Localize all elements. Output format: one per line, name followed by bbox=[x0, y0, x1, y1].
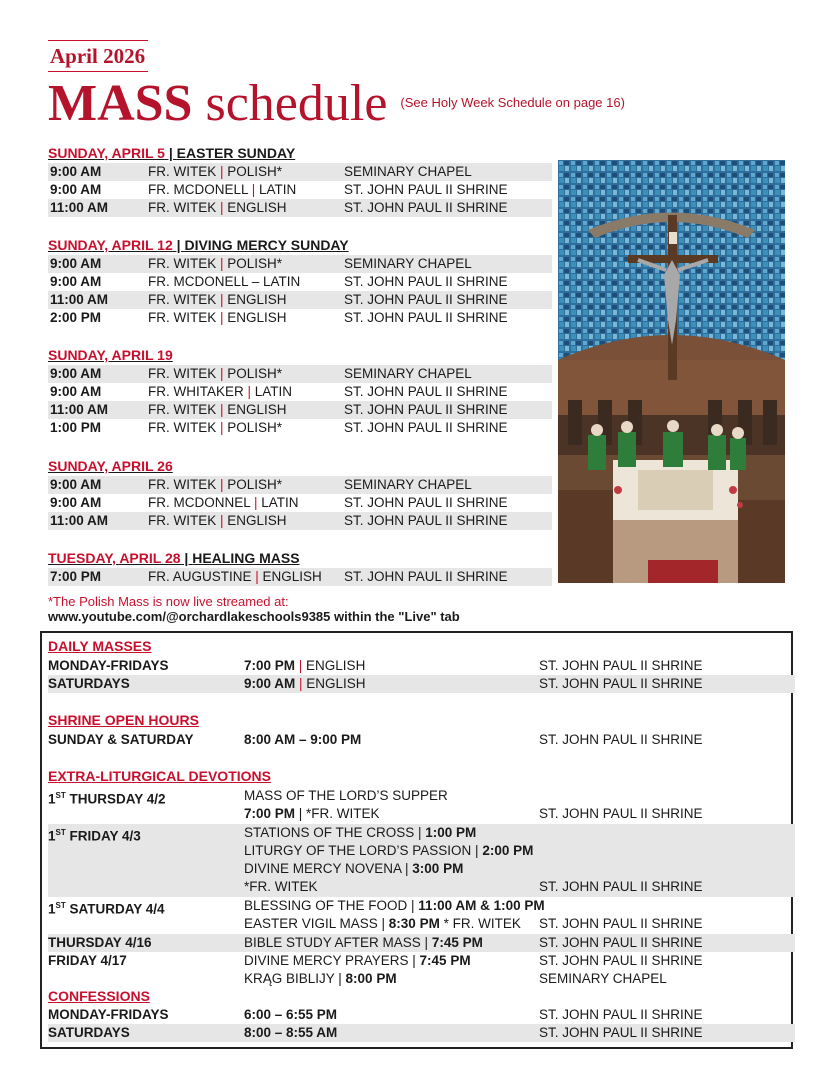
livestream-notice bbox=[48, 594, 460, 624]
section-date: SUNDAY, APRIL 12 bbox=[48, 237, 173, 253]
mass-time: 1:00 PM bbox=[50, 420, 102, 435]
section-heading bbox=[48, 457, 552, 476]
mass-location: ST. JOHN PAUL II SHRINE bbox=[344, 569, 508, 584]
daily-time-lang: 9:00 AM | ENGLISH bbox=[244, 676, 366, 691]
section-sep: | bbox=[172, 237, 185, 253]
livestream-url[interactable]: www.youtube.com/@orchardlakeschools9385 within the "Live" tab bbox=[48, 609, 460, 624]
mass-sep: | bbox=[216, 420, 228, 435]
section-date: TUESDAY, APRIL 28 bbox=[48, 550, 181, 566]
section-date: SUNDAY, APRIL 19 bbox=[48, 347, 173, 363]
mass-location: SEMINARY CHAPEL bbox=[344, 164, 472, 179]
mass-row bbox=[48, 568, 552, 586]
mass-location: ST. JOHN PAUL II SHRINE bbox=[344, 182, 508, 197]
section-heading bbox=[48, 236, 552, 255]
mass-priest: FR. MCDONNEL bbox=[148, 495, 251, 510]
daily-row bbox=[48, 657, 795, 675]
mass-time: 11:00 AM bbox=[50, 513, 109, 528]
mass-sep: | bbox=[243, 384, 255, 399]
devotion-friday-4-17: FRIDAY 4/17 DIVINE MERCY PRAYERS | 7:45 PM ST. JOHN PAUL II SHRINE KRĄG BIBLIJY | 8:00 PM SEMINARY CHAPEL bbox=[48, 953, 703, 986]
mass-priest: FR. WITEK bbox=[148, 402, 217, 417]
mass-row bbox=[48, 273, 552, 291]
title-mass: MASS bbox=[48, 75, 193, 132]
mass-location: SEMINARY CHAPEL bbox=[344, 256, 472, 271]
mass-row bbox=[48, 476, 552, 494]
section-name: DIVING MERCY SUNDAY bbox=[184, 237, 349, 253]
mass-time: 9:00 AM bbox=[50, 256, 102, 271]
mass-row bbox=[48, 163, 552, 181]
mass-priest: FR. WITEK bbox=[148, 292, 217, 307]
mass-priest: FR. MCDONELL – LATIN bbox=[148, 274, 301, 289]
mass-language: LATIN bbox=[259, 182, 297, 197]
mass-time: 2:00 PM bbox=[50, 310, 102, 325]
sunday-section-april-19 bbox=[48, 346, 552, 437]
daily-day: SATURDAYS bbox=[48, 676, 130, 691]
mass-language: ENGLISH bbox=[227, 292, 287, 307]
holy-week-note: (See Holy Week Schedule on page 16) bbox=[400, 94, 625, 110]
mass-language: LATIN bbox=[261, 495, 299, 510]
section-name: EASTER SUNDAY bbox=[176, 145, 296, 161]
mass-time: 9:00 AM bbox=[50, 274, 102, 289]
mass-language: ENGLISH bbox=[227, 513, 287, 528]
mass-language: ENGLISH bbox=[262, 569, 322, 584]
shrine-hours-heading: SHRINE OPEN HOURS bbox=[48, 712, 199, 728]
mass-language: POLISH* bbox=[227, 164, 283, 179]
mass-sep: | bbox=[216, 292, 228, 307]
section-date: SUNDAY, APRIL 26 bbox=[48, 458, 173, 474]
mass-sep: | bbox=[216, 402, 228, 417]
month-label: April 2026 bbox=[50, 44, 146, 68]
daily-location: ST. JOHN PAUL II SHRINE bbox=[539, 676, 703, 691]
mass-row bbox=[48, 365, 552, 383]
mass-location: ST. JOHN PAUL II SHRINE bbox=[344, 495, 508, 510]
mass-priest: FR. WITEK bbox=[148, 366, 217, 381]
mass-time: 9:00 AM bbox=[50, 495, 102, 510]
mass-language: POLISH* bbox=[227, 420, 283, 435]
mass-priest: FR. AUGUSTINE bbox=[148, 569, 252, 584]
mass-time: 9:00 AM bbox=[50, 182, 102, 197]
sunday-section-april-5 bbox=[48, 144, 552, 217]
livestream-note: *The Polish Mass is now live streamed at: bbox=[48, 594, 289, 609]
mass-row bbox=[48, 291, 552, 309]
devotion-thursday-4-16: THURSDAY 4/16 BIBLE STUDY AFTER MASS | 7:45 PM ST. JOHN PAUL II SHRINE bbox=[48, 934, 795, 952]
section-heading bbox=[48, 144, 552, 163]
section-name: HEALING MASS bbox=[192, 550, 300, 566]
mass-priest: FR. WITEK bbox=[148, 200, 217, 215]
mass-row bbox=[48, 494, 552, 512]
mass-location: ST. JOHN PAUL II SHRINE bbox=[344, 384, 508, 399]
devotions-heading: EXTRA-LITURGICAL DEVOTIONS bbox=[48, 768, 271, 784]
section-heading bbox=[48, 549, 552, 568]
mass-priest: FR. WITEK bbox=[148, 477, 217, 492]
mass-row bbox=[48, 383, 552, 401]
top-rule bbox=[48, 40, 148, 41]
mass-location: ST. JOHN PAUL II SHRINE bbox=[344, 292, 508, 307]
section-date: SUNDAY, APRIL 5 bbox=[48, 145, 165, 161]
mass-priest: FR. WITEK bbox=[148, 164, 217, 179]
mass-row bbox=[48, 309, 552, 327]
mass-time: 11:00 AM bbox=[50, 292, 109, 307]
mass-location: ST. JOHN PAUL II SHRINE bbox=[344, 200, 508, 215]
confession-row: MONDAY-FRIDAYS 6:00 – 6:55 PM ST. JOHN PAUL II SHRINE bbox=[48, 1007, 703, 1022]
mass-time: 11:00 AM bbox=[50, 402, 109, 417]
mass-row bbox=[48, 255, 552, 273]
mass-priest: FR. WITEK bbox=[148, 420, 217, 435]
confession-row: SATURDAYS 8:00 – 8:55 AM ST. JOHN PAUL II SHRINE bbox=[48, 1024, 795, 1042]
mass-time: 9:00 AM bbox=[50, 366, 102, 381]
healing-mass-section bbox=[48, 549, 552, 586]
daily-masses-heading: DAILY MASSES bbox=[48, 638, 152, 654]
mass-priest: FR. WITEK bbox=[148, 513, 217, 528]
devotion-friday-4-3: 1ST FRIDAY 4/3 STATIONS OF THE CROSS | 1:00 PM LITURGY OF THE LORD’S PASSION | 2:00 PM DIVINE MERCY NOVENA | 3:00 PM *FR. WITEK ST. JOHN PAUL II SHRINE bbox=[48, 824, 795, 897]
mass-time: 9:00 AM bbox=[50, 477, 102, 492]
mass-time: 9:00 AM bbox=[50, 164, 102, 179]
section-sep: | bbox=[164, 145, 177, 161]
confessions-heading: CONFESSIONS bbox=[48, 988, 150, 1004]
devotion-saturday-4-4: 1ST SATURDAY 4/4 BLESSING OF THE FOOD | 11:00 AM & 1:00 PM EASTER VIGIL MASS | 8:30 PM * FR. WITEK ST. JOHN PAUL II SHRINE bbox=[48, 898, 703, 931]
mass-location: ST. JOHN PAUL II SHRINE bbox=[344, 274, 508, 289]
mass-sep: | bbox=[216, 164, 228, 179]
title-schedule: schedule bbox=[192, 75, 388, 132]
section-heading bbox=[48, 346, 552, 365]
sunday-section-april-12 bbox=[48, 236, 552, 327]
mass-language: ENGLISH bbox=[227, 200, 287, 215]
mass-row bbox=[48, 181, 552, 199]
mass-sep: | bbox=[216, 366, 228, 381]
mass-sep: | bbox=[250, 495, 262, 510]
mass-priest: FR. WITEK bbox=[148, 310, 217, 325]
mass-priest: FR. WITEK bbox=[148, 256, 217, 271]
mass-sep: | bbox=[216, 256, 228, 271]
daily-day: MONDAY-FRIDAYS bbox=[48, 658, 169, 673]
mass-priest: FR. MCDONELL bbox=[148, 182, 249, 197]
mass-time: 11:00 AM bbox=[50, 200, 109, 215]
mass-row bbox=[48, 419, 552, 437]
daily-time-lang: 7:00 PM | ENGLISH bbox=[244, 658, 366, 673]
mass-language: POLISH* bbox=[227, 477, 283, 492]
page-title bbox=[48, 75, 625, 132]
mass-time: 7:00 PM bbox=[50, 569, 102, 584]
mass-language: ENGLISH bbox=[227, 402, 287, 417]
mass-row bbox=[48, 512, 552, 530]
weekday-schedule-box bbox=[40, 631, 793, 1049]
daily-location: ST. JOHN PAUL II SHRINE bbox=[539, 658, 703, 673]
mass-sep: | bbox=[251, 569, 263, 584]
daily-row bbox=[48, 675, 795, 693]
mass-location: ST. JOHN PAUL II SHRINE bbox=[344, 420, 508, 435]
sunday-section-april-26 bbox=[48, 457, 552, 530]
mass-language: POLISH* bbox=[227, 366, 283, 381]
mass-language: ENGLISH bbox=[227, 310, 287, 325]
devotion-thursday-4-2: 1ST THURSDAY 4/2 MASS OF THE LORD’S SUPPER 7:00 PM | *FR. WITEK ST. JOHN PAUL II SHRINE bbox=[48, 788, 703, 821]
mass-sep: | bbox=[216, 310, 228, 325]
mass-row bbox=[48, 199, 552, 217]
shrine-hours-row: SUNDAY & SATURDAY 8:00 AM – 9:00 PM ST. JOHN PAUL II SHRINE bbox=[48, 732, 703, 747]
mass-language: POLISH* bbox=[227, 256, 283, 271]
mass-location: ST. JOHN PAUL II SHRINE bbox=[344, 310, 508, 325]
mass-location: ST. JOHN PAUL II SHRINE bbox=[344, 402, 508, 417]
mass-row bbox=[48, 401, 552, 419]
mass-priest: FR. WHITAKER bbox=[148, 384, 244, 399]
mass-sep: | bbox=[248, 182, 260, 197]
mass-location: ST. JOHN PAUL II SHRINE bbox=[344, 513, 508, 528]
bottom-rule bbox=[48, 71, 148, 72]
mass-time: 9:00 AM bbox=[50, 384, 102, 399]
mass-sep: | bbox=[216, 513, 228, 528]
mass-location: SEMINARY CHAPEL bbox=[344, 477, 472, 492]
mass-sep: | bbox=[216, 200, 228, 215]
mass-location: SEMINARY CHAPEL bbox=[344, 366, 472, 381]
section-sep: | bbox=[180, 550, 193, 566]
mass-sep: | bbox=[216, 477, 228, 492]
chapel-photo bbox=[558, 160, 785, 583]
mass-language: LATIN bbox=[254, 384, 293, 399]
